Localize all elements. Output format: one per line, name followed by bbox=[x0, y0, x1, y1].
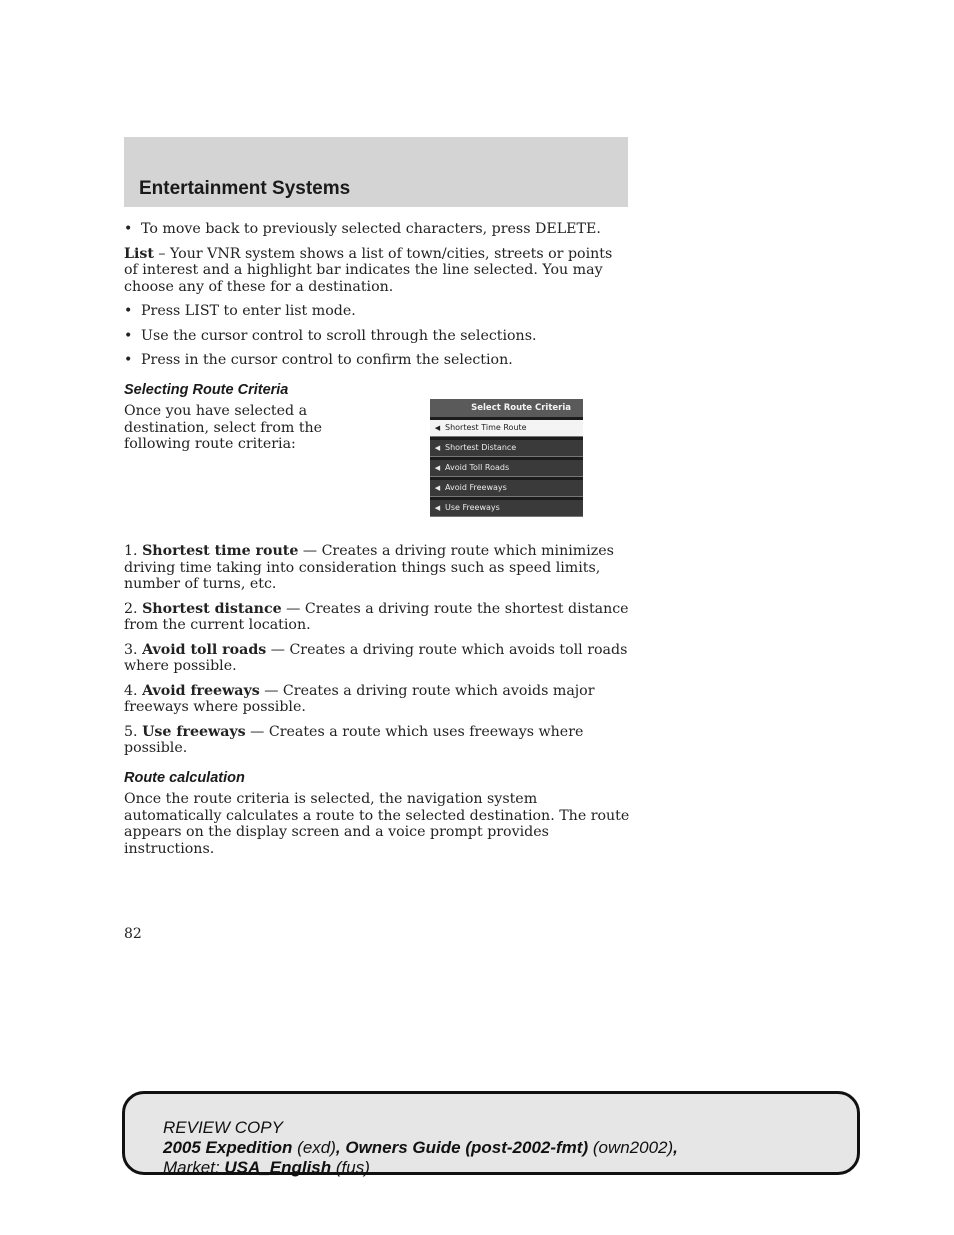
screen-title: Select Route Criteria bbox=[430, 399, 583, 417]
criteria-number: 2. bbox=[124, 600, 138, 617]
list-paragraph bbox=[124, 246, 630, 296]
criteria-text: — Creates a driving route which minimizes driving time taking into consideration things such as speed limits, number of turns, etc. bbox=[124, 543, 614, 592]
market-name: USA_English bbox=[224, 1158, 332, 1177]
bullet-dot: • bbox=[124, 221, 133, 237]
screen-option-label: Shortest Time Route bbox=[445, 423, 527, 432]
review-copy-footer bbox=[122, 1091, 860, 1175]
criteria-item bbox=[124, 642, 630, 675]
criteria-text: — Creates a driving route which avoids toll roads where possible. bbox=[124, 641, 628, 674]
screen-option-use-freeways bbox=[430, 500, 583, 517]
criteria-number: 3. bbox=[124, 641, 138, 658]
criteria-term: Use freeways bbox=[142, 723, 246, 740]
bullet-dot: • bbox=[124, 303, 133, 319]
criteria-term: Avoid freeways bbox=[142, 682, 260, 699]
screen-option-shortest-time-route bbox=[430, 420, 583, 437]
criteria-text: — Creates a driving route which avoids major freeways where possible. bbox=[124, 682, 595, 715]
left-arrow-icon: ◀ bbox=[434, 444, 441, 452]
route-criteria-row bbox=[124, 403, 630, 543]
bullet-dot: • bbox=[124, 352, 133, 368]
heading-selecting-route-criteria: Selecting Route Criteria bbox=[124, 381, 289, 398]
screen-option-label: Avoid Freeways bbox=[445, 483, 507, 492]
criteria-term: Shortest distance bbox=[142, 600, 282, 617]
screen-option-label: Shortest Distance bbox=[445, 443, 517, 452]
criteria-item bbox=[124, 543, 630, 593]
guide-code: (own2002) bbox=[588, 1138, 674, 1157]
bullet-item bbox=[124, 328, 630, 345]
route-criteria-intro: Once you have selected a destination, select from the following route criteria: bbox=[124, 403, 323, 452]
criteria-text: — Creates a driving route the shortest distance from the current location. bbox=[124, 600, 629, 633]
screen-option-avoid-freeways bbox=[430, 480, 583, 497]
criteria-term: Shortest time route bbox=[142, 543, 299, 559]
page-content bbox=[124, 221, 630, 865]
criteria-item bbox=[124, 601, 630, 634]
criteria-term: Avoid toll roads bbox=[142, 641, 267, 658]
left-arrow-icon: ◀ bbox=[434, 424, 441, 432]
bullet-item bbox=[124, 221, 630, 238]
criteria-number: 5. bbox=[124, 723, 138, 740]
bullet-text: Press LIST to enter list mode. bbox=[141, 303, 356, 319]
section-title: Entertainment Systems bbox=[139, 178, 351, 199]
model-code: (exd) bbox=[292, 1138, 336, 1157]
page-number: 82 bbox=[124, 926, 142, 942]
left-arrow-icon: ◀ bbox=[434, 464, 441, 472]
criteria-item bbox=[124, 724, 630, 757]
bullet-text: Use the cursor control to scroll through the selections. bbox=[141, 327, 537, 344]
bullet-text: Press in the cursor control to confirm the selection. bbox=[141, 352, 513, 368]
bullet-text: To move back to previously selected characters, press DELETE. bbox=[141, 221, 601, 237]
criteria-text: — Creates a route which uses freeways where possible. bbox=[124, 723, 584, 756]
model-name: 2005 Expedition bbox=[163, 1138, 293, 1157]
heading-route-calculation: Route calculation bbox=[124, 769, 245, 786]
list-description: – Your VNR system shows a list of town/cities, streets or points of interest and a highlight bar indicates the line selected. You may choose any of these for a destination. bbox=[124, 245, 613, 295]
screen-option-avoid-toll-roads bbox=[430, 460, 583, 477]
market-code: (fus) bbox=[331, 1158, 370, 1177]
guide-comma: , bbox=[673, 1138, 678, 1157]
screen-option-label: Use Freeways bbox=[445, 503, 500, 512]
market-line bbox=[163, 1158, 857, 1178]
review-copy-text: REVIEW COPY bbox=[163, 1118, 283, 1137]
screen-option-shortest-distance bbox=[430, 440, 583, 457]
guide-name: , Owners Guide (post-2002-fmt) bbox=[335, 1138, 589, 1157]
left-arrow-icon: ◀ bbox=[434, 504, 441, 512]
bullet-dot: • bbox=[124, 327, 133, 344]
market-label: Market: bbox=[163, 1158, 225, 1177]
screen-option-label: Avoid Toll Roads bbox=[445, 463, 510, 472]
review-copy-label bbox=[163, 1118, 857, 1138]
section-header-band bbox=[124, 137, 628, 207]
route-calculation-text: Once the route criteria is selected, the navigation system automatically calculates a route to the selected destination. The route appears on the display screen and a voice prompt provides instructions. bbox=[124, 791, 630, 857]
guide-line bbox=[163, 1138, 857, 1158]
list-term: List bbox=[124, 245, 154, 262]
left-arrow-icon: ◀ bbox=[434, 484, 441, 492]
bullet-item bbox=[124, 303, 630, 320]
criteria-number: 1. bbox=[124, 543, 138, 559]
bullet-item bbox=[124, 352, 630, 369]
criteria-number: 4. bbox=[124, 682, 138, 699]
route-criteria-screen-image bbox=[430, 399, 583, 513]
criteria-item bbox=[124, 683, 630, 716]
